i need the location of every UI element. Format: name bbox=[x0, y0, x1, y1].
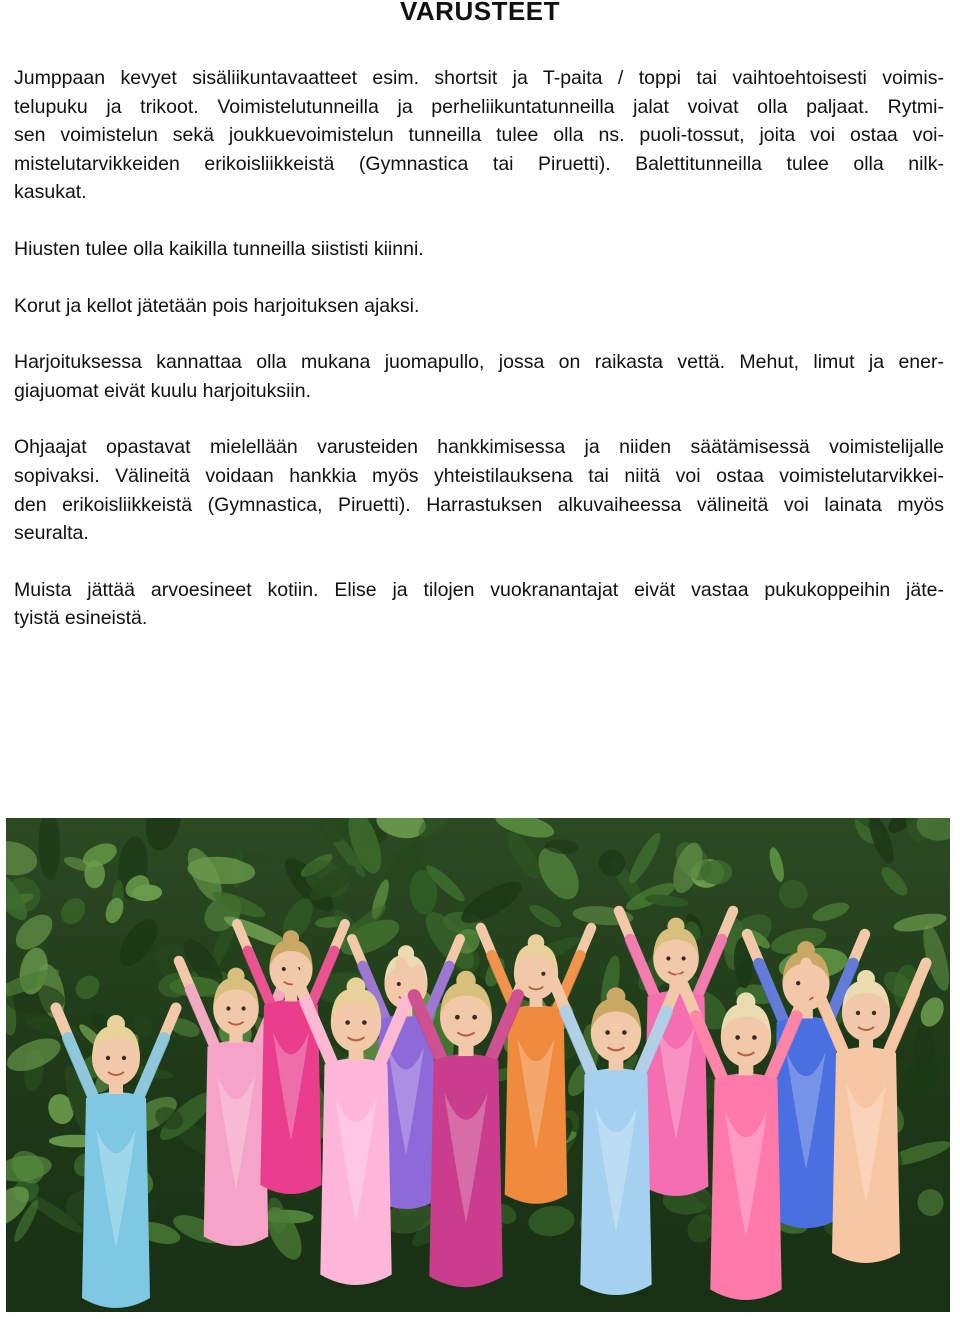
paragraph-hair bbox=[14, 235, 944, 264]
text-line: sen voimistelun sekä joukkuevoimistelun tunneilla tulee olla ns. puoli-tossut, joita voi ostaa voi- bbox=[14, 124, 944, 147]
paragraph-clothing bbox=[14, 64, 944, 207]
page-title: VARUSTEET bbox=[399, 0, 561, 26]
document-body bbox=[14, 64, 944, 661]
text-line: Jumppaan kevyet sisäliikuntavaatteet esim. shortsit ja T-paita / toppi tai vaihtoehtoisesti voimis- bbox=[14, 67, 944, 89]
text-line: Hiusten tulee olla kaikilla tunneilla siististi kiinni. bbox=[14, 237, 424, 260]
text-line: tyistä esineistä. bbox=[14, 607, 148, 630]
text-line: Muista jättää arvoesineet kotiin. Elise ja tilojen vuokranantajat eivät vastaa pukukoppeihin jäte- bbox=[14, 578, 944, 601]
paragraph-valuables bbox=[14, 576, 944, 633]
text-line: Harjoituksessa kannattaa olla mukana juomapullo, jossa on raikasta vettä. Mehut, limut ja ener- bbox=[14, 351, 944, 374]
text-line: seuralta. bbox=[14, 522, 89, 545]
paragraph-equipment bbox=[14, 433, 944, 547]
text-line: kasukat. bbox=[14, 181, 87, 204]
gymnasts-illustration bbox=[6, 818, 950, 1312]
text-line: sopivaksi. Välineitä voidaan hankkia myös yhteistilauksena tai niitä voi ostaa voimistelutarvikkei- bbox=[14, 464, 944, 487]
text-line: giajuomat eivät kuulu harjoituksiin. bbox=[14, 379, 311, 402]
gymnasts-group-photo bbox=[6, 818, 950, 1312]
text-line: mistelutarvikkeiden erikoisliikkeistä (Gymnastica tai Piruetti). Balettitunneilla tulee olla nilk- bbox=[14, 152, 944, 175]
paragraph-jewelry bbox=[14, 292, 944, 321]
text-line: den erikoisliikkeistä (Gymnastica, Piruetti). Harrastuksen alkuvaiheessa välineitä voi lainata myös bbox=[14, 493, 944, 516]
text-line: Korut ja kellot jätetään pois harjoituksen ajaksi. bbox=[14, 294, 420, 317]
paragraph-drinks bbox=[14, 348, 944, 405]
text-line: telupuku ja trikoot. Voimistelutunneilla ja perheliikuntatunneilla jalat voivat olla paljaat. Rytmi- bbox=[14, 95, 944, 118]
text-line: Ohjaajat opastavat mielellään varusteiden hankkimisessa ja niiden säätämisessä voimistelijalle bbox=[14, 436, 944, 459]
